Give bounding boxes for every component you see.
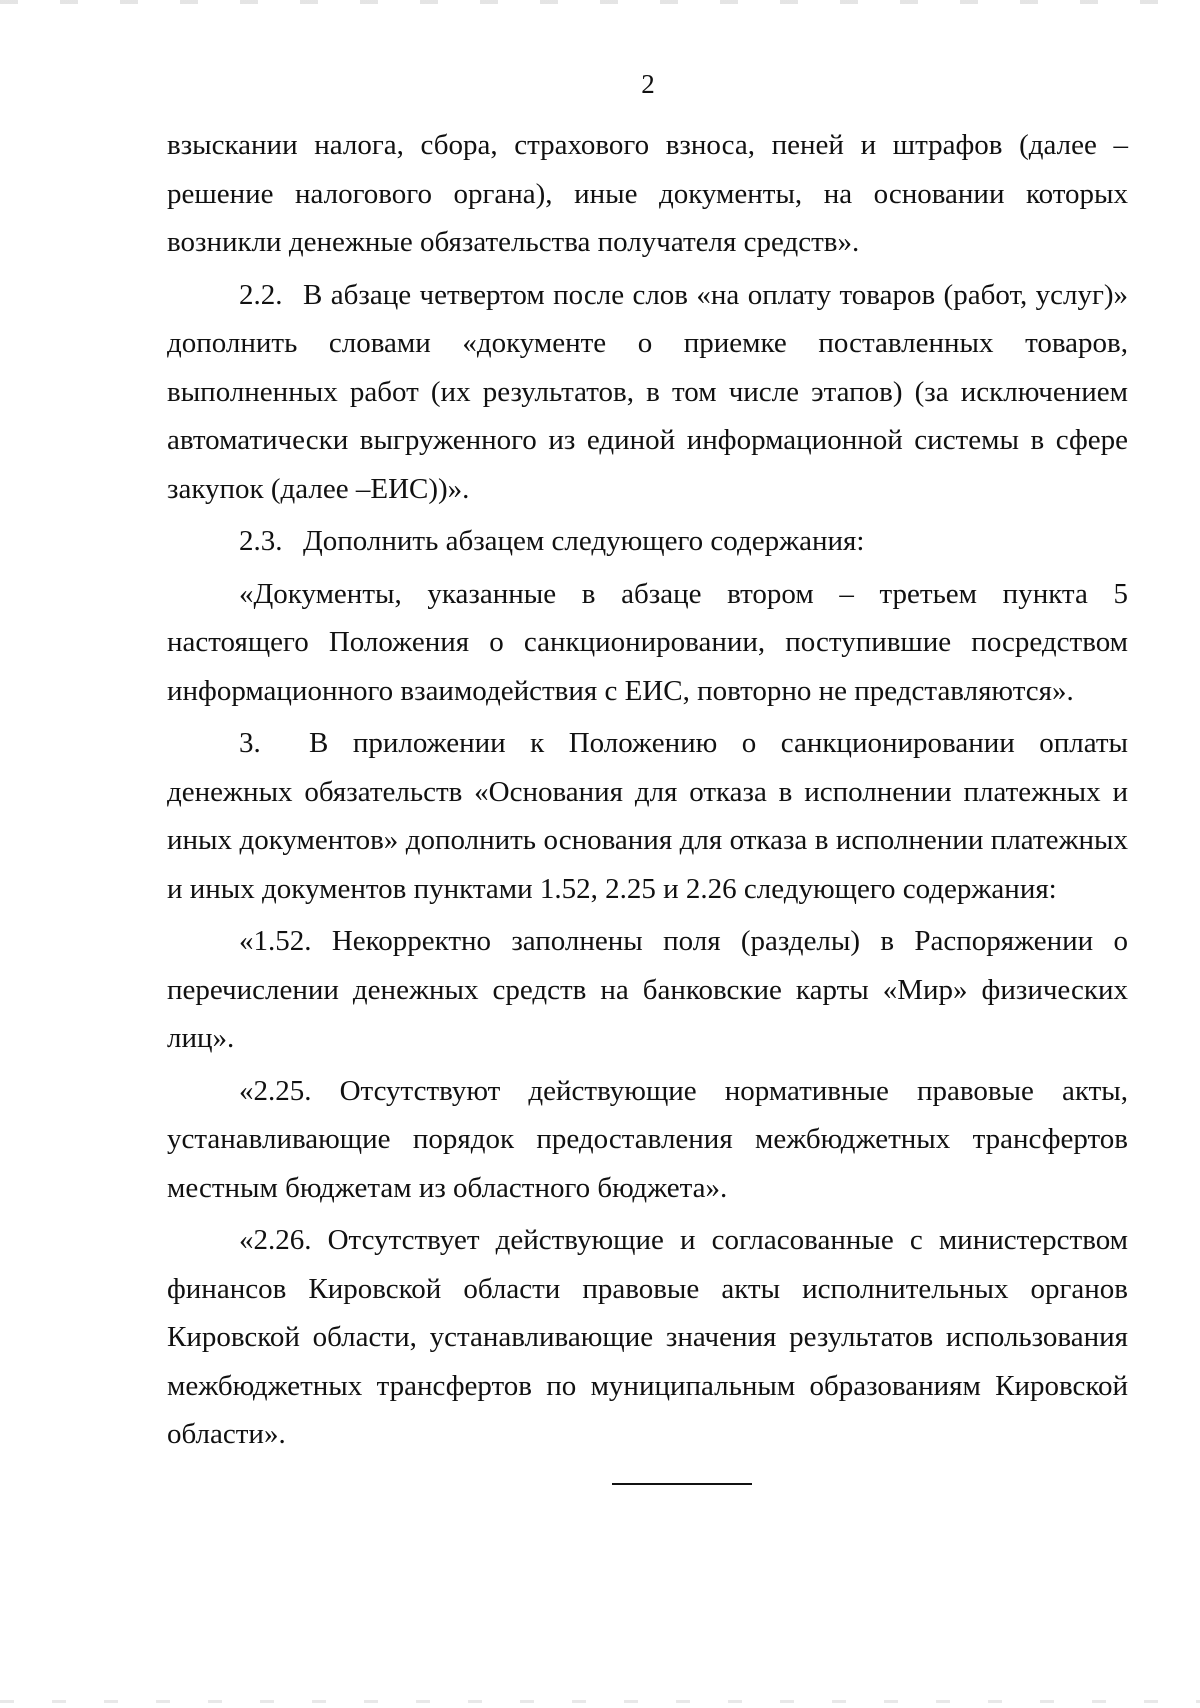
paragraph-continuation [167, 121, 1128, 267]
paragraph-text: «1.52. Некорректно заполнены поля (разделы) в Распоряжении о перечислении денежных средств на банковские карты «Мир» физических лиц». [167, 925, 1128, 1054]
paragraph-number: 2.2. [239, 278, 283, 311]
paragraph-text: «2.25. Отсутствуют действующие нормативные правовые акты, устанавливающие порядок предоставления межбюджетных трансфертов местным бюджетам из областного бюджета». [167, 1074, 1128, 1204]
paragraph-3 [167, 719, 1128, 913]
paragraph-text: Дополнить абзацем следующего содержания: [303, 525, 865, 557]
paragraph-2-25 [167, 1067, 1128, 1213]
paragraph-number: 2.3. [239, 525, 283, 557]
paragraph-quoted-documents [167, 570, 1128, 716]
paragraph-text: взыскании налога, сбора, страхового взноса, пеней и штрафов (далее – решение налогового органа), иные документы, на основании которых возникли денежные обязательства получателя средств». [167, 129, 1128, 258]
paragraph-1-52 [167, 917, 1128, 1063]
paragraph-number: 3. [239, 727, 261, 759]
scan-edge-top [0, 0, 1200, 4]
paragraph-text: «2.26. Отсутствует действующие и согласованные с министерством финансов Кировской области правовые акты исполнительных органов Кировской области, устанавливающие значения результатов использования межбюджетных трансфертов по муниципальным образованиям Кировской области». [167, 1224, 1128, 1450]
paragraph-text: В абзаце четвертом после слов «на оплату товаров (работ, услуг)» дополнить словами «документе о приемке поставленных товаров, выполненных работ (их результатов, в том числе этапов) (за исключением автоматически выгруженного из единой информационной системы в сфере закупок (далее –ЕИС))». [167, 278, 1128, 505]
end-of-document-rule [612, 1483, 752, 1485]
paragraph-text: В приложении к Положению о санкционировании оплаты денежных обязательств «Основания для отказа в исполнении платежных и иных документов» дополнить основания для отказа в исполнении платежных и иных документов пунктами 1.52, 2.25 и 2.26 следующего содержания: [167, 727, 1128, 905]
document-body [167, 121, 1128, 1459]
paragraph-2-26 [167, 1216, 1128, 1459]
scan-edge-bottom [0, 1700, 1200, 1703]
paragraph-2-3 [167, 517, 1128, 566]
page-number: 2 [641, 69, 655, 99]
paragraph-text: «Документы, указанные в абзаце втором – третьем пункта 5 настоящего Положения о санкционировании, поступившие посредством информационного взаимодействия с ЕИС, повторно не представляются». [167, 577, 1128, 707]
paragraph-2-2 [167, 271, 1128, 514]
